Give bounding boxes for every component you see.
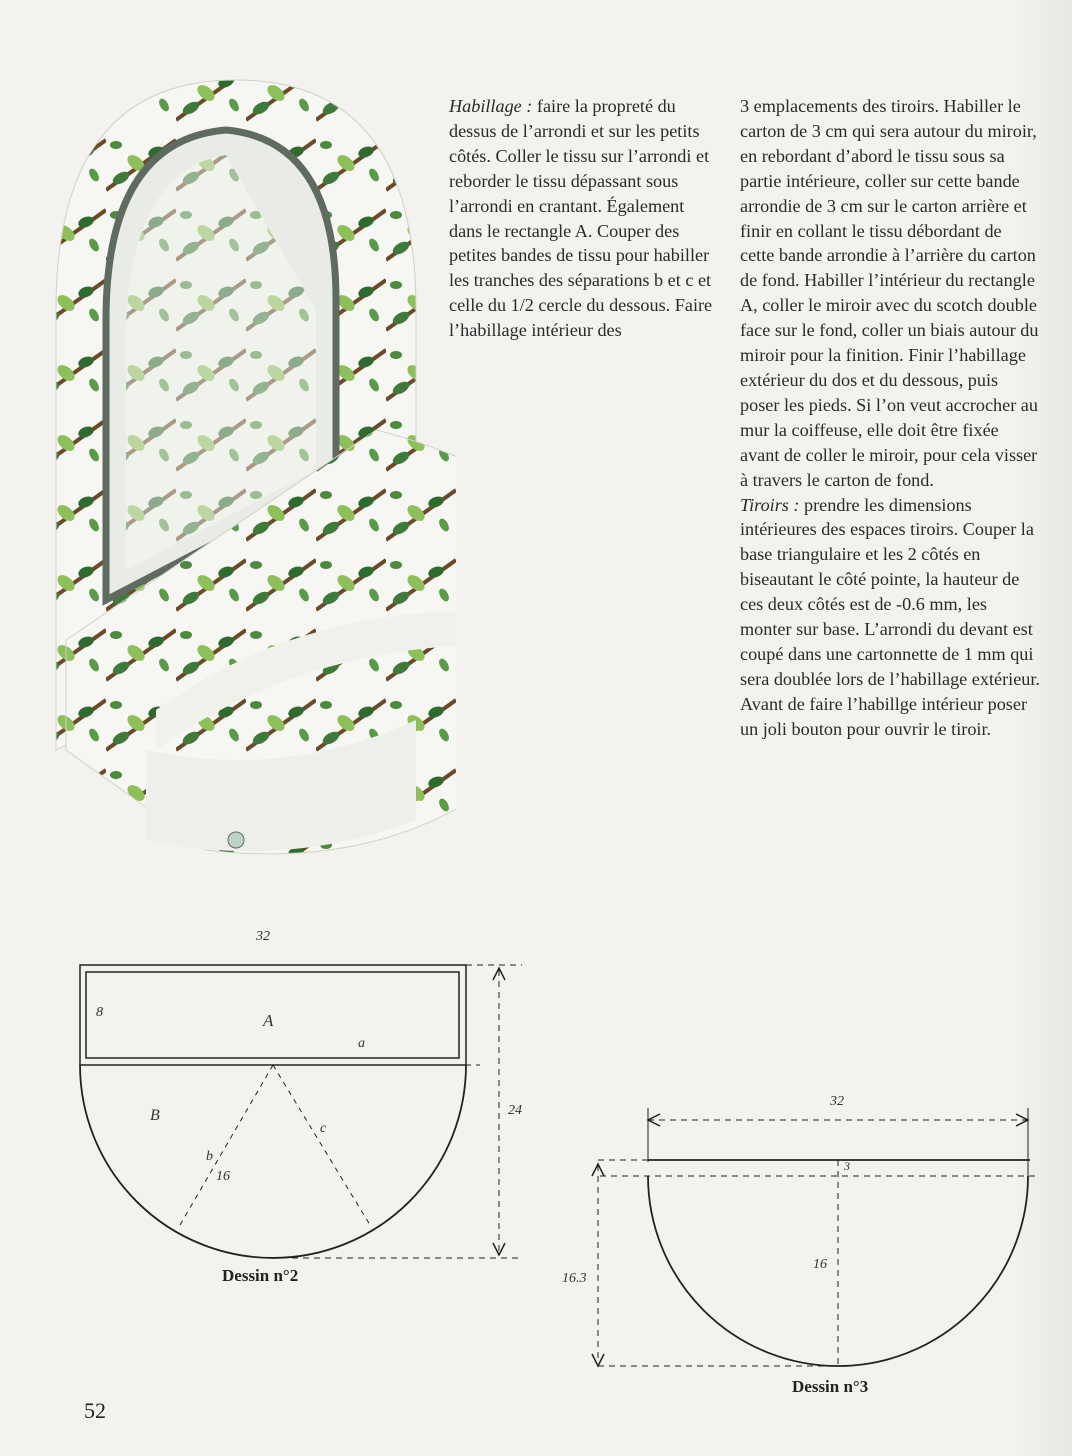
habillage-text-continued: 3 emplacements des tiroirs. Habiller le carton de 3 cm qui sera autour du miroir, en rebordant d’abord le tissu sous sa partie intérieure, coller sur cette bande arrondie de 3 cm sur le carton arrière et finir en collant le tissu débordant de cette bande arrondie à l’arrière du carton de fond. Habiller l’intérieur du rectangle A, coller le miroir avec du scotch double face sur le fond, coller un biais autour du miroir pour la finition. Finir l’habillage extérieur du dos et du dessous, puis poser les pieds. Si l’on veut accrocher au mur la coiffeuse, elle doit être fixée avant de coller le miroir, pour cela visser à travers le carton de fond. xyxy=(740,96,1039,490)
tiroirs-text: prendre les dimensions intérieures des espaces tiroirs. Couper la base triangulaire et les 2 côtés en biseautant le côté pointe, la hauteur de ces deux côtés est de -0.6 mm, les monter sur base. L’arrondi du devant est coupé dans une cartonnette de 1 mm qui sera doublée lors de l’habillage extérieur. Avant de faire l’habillge intérieur poser un joli bouton pour ouvrir le tiroir. xyxy=(740,494,1040,739)
diagram-3 xyxy=(592,1108,1036,1366)
diagram2-height-label: 24 xyxy=(508,1103,522,1118)
diagram3-radius-label: 16 xyxy=(813,1257,827,1272)
label-b: b xyxy=(206,1149,213,1164)
label-A: A xyxy=(263,1011,274,1030)
diagram3-band-label: 3 xyxy=(844,1159,850,1173)
diagram2-radius-label: 16 xyxy=(216,1169,230,1184)
habillage-label: Habillage : xyxy=(449,96,533,116)
diagram3-height-label: 16.3 xyxy=(562,1271,587,1286)
diagram3-width-label: 32 xyxy=(830,1094,844,1109)
height-arrow-heads xyxy=(493,968,505,1255)
diagram3-caption: Dessin n°3 xyxy=(792,1377,869,1396)
habillage-text: faire la propreté du dessus de l’arrondi et sur les petits côtés. Coller le tissu sur l’arrondi et reborder le tissu dépassant sous l’arrondi en crantant. Également dans le rectangle A. Couper des petites bandes de tissu pour habiller les tranches des séparations b et c et celle du 1/2 cercle du dessous. Faire l’habillage intérieur des xyxy=(449,96,713,341)
separation-c xyxy=(273,1065,370,1225)
separation-b xyxy=(180,1065,273,1225)
tiroirs-label: Tiroirs : xyxy=(740,494,800,515)
diagram2-rect-height-label: 8 xyxy=(96,1005,103,1020)
diagram2-width-label: 32 xyxy=(256,929,270,944)
label-B: B xyxy=(150,1107,160,1124)
label-c: c xyxy=(320,1121,327,1136)
diagram2-caption: Dessin n°2 xyxy=(222,1266,299,1285)
half-circle-B xyxy=(80,1065,466,1258)
diagram-2 xyxy=(80,965,522,1258)
label-a: a xyxy=(358,1036,365,1051)
page-number: 52 xyxy=(84,1398,106,1423)
